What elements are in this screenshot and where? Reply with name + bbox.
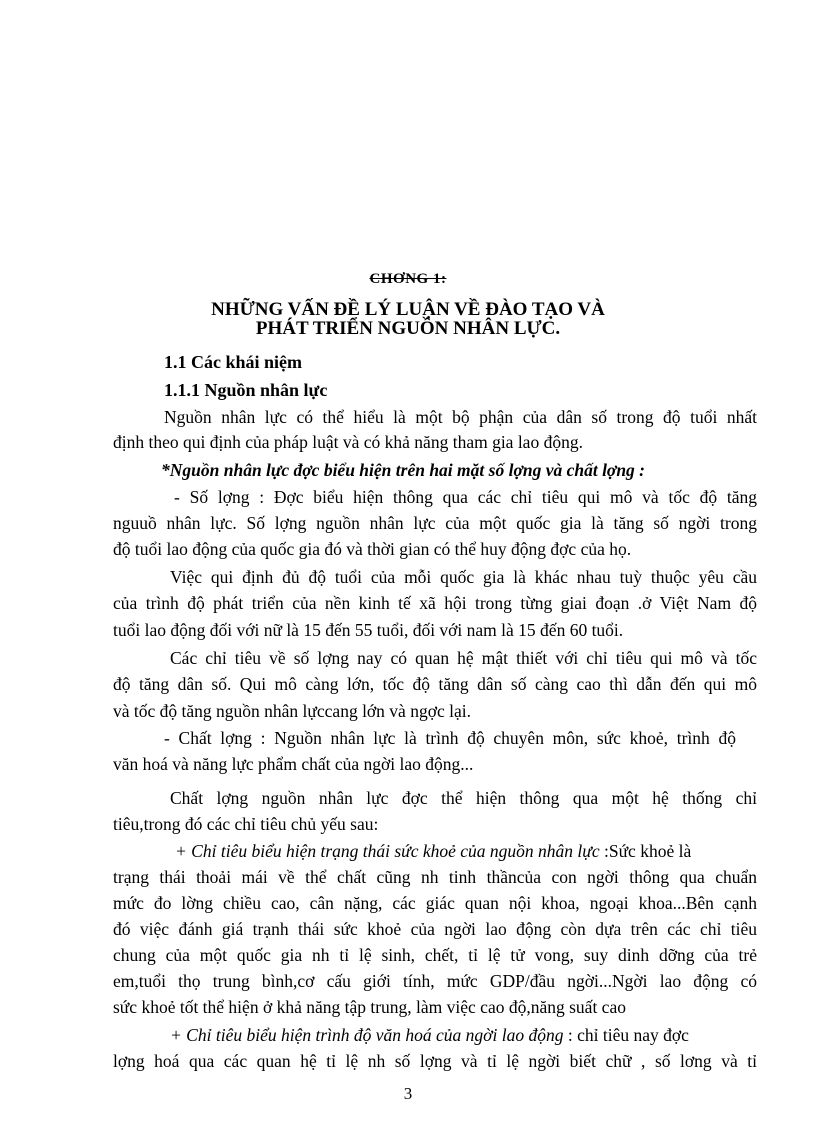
body-line: văn hoá và năng lực phẩm chất của ngời lao động... <box>113 754 474 774</box>
body-line: của trình độ phát triển của nền kinh tế xã hội trong từng giai đoạn .ở Việt Nam độ <box>113 593 757 613</box>
body-line: định theo qui định của pháp luật và có khả năng tham gia lao động. <box>113 432 583 452</box>
body-line: đó việc đánh giá trạnh thái sức khoẻ của ngời lao động còn dựa trên các chỉ tiêu <box>113 919 757 939</box>
body-line: Nguồn nhân lực có thể hiểu là một bộ phận của dân số trong độ tuổi nhất <box>164 407 757 427</box>
chapter-label: CHƠNG 1: <box>369 271 447 287</box>
body-fragment: :Sức khoẻ là <box>603 841 692 861</box>
body-line-with-italic <box>170 1025 763 1046</box>
title-line-2: PHÁT TRIỂN NGUỒN NHÂN LỰC. <box>255 318 561 339</box>
body-line: Chất lợng nguồn nhân lực đợc thể hiện thông qua một hệ thống chỉ <box>170 788 757 808</box>
body-line: độ tuổi lao động của quốc gia đó và thời gian có thể huy động đợc của họ. <box>113 539 632 559</box>
body-line: nguuồ nhân lực. Số lợng nguồn nhân lực của một quốc gia là tăng số ngời trong <box>113 513 757 533</box>
body-line: Các chỉ tiêu về số lợng nay có quan hệ mật thiết với chỉ tiêu qui mô và tốc <box>170 648 757 668</box>
body-line: Việc qui định đủ độ tuổi của mỗi quốc gia là khác nhau tuỳ thuộc yêu cầu <box>170 567 757 587</box>
page-number: 3 <box>403 1084 413 1103</box>
body-line: và tốc độ tăng nguồn nhân lựccang lớn và ngợc lại. <box>113 701 471 721</box>
body-line: trạng thái thoải mái về thể chất cũng nh tinh thầncủa con ngời thông qua chuẩn <box>113 867 757 887</box>
body-line: em,tuổi thọ trung bình,cơ cấu giới tính, mức GDP/đầu ngời...Ngời lao động có <box>113 971 757 991</box>
body-line: tiêu,trong đó các chỉ tiêu chủ yếu sau: <box>113 814 379 834</box>
body-line: chung của một quốc gia nh tỉ lệ sinh, chết, tỉ lệ tử vong, suy dinh dỡng của trẻ <box>113 945 757 965</box>
italic-phrase: + Chỉ tiêu biểu hiện trình độ văn hoá của ngời lao động <box>170 1025 564 1045</box>
title-line-1: NHỮNG VẤN ĐỀ LÝ LUẬN VỀ ĐÀO TẠO VÀ <box>211 299 605 320</box>
body-line: sức khoẻ tốt thể hiện ở khả năng tập trung, làm việc cao độ,năng suất cao <box>113 997 626 1017</box>
subsection-heading: 1.1.1 Nguồn nhân lực <box>164 380 328 400</box>
chapter-title <box>0 300 816 338</box>
body-fragment: : chỉ tiêu nay đợc <box>567 1025 689 1045</box>
body-line: - Số lợng : Đợc biểu hiện thông qua các chỉ tiêu qui mô và tốc độ tăng <box>174 487 757 507</box>
body-line: độ tăng dân số. Qui mô càng lớn, tốc độ tăng dân số càng cao thì dẫn đến qui mô <box>113 674 757 694</box>
italic-phrase: + Chỉ tiêu biểu hiện trạng thái sức khoẻ của nguồn nhân lực <box>175 841 600 861</box>
section-heading: 1.1 Các khái niệm <box>164 352 303 372</box>
body-line: tuổi lao động đối với nữ là 15 đến 55 tuổi, đối với nam là 15 đến 60 tuổi. <box>113 620 624 640</box>
body-line: lợng hoá qua các quan hệ tỉ lệ nh số lợng và tỉ lệ ngời biết chữ , số lơng và tỉ <box>113 1051 757 1071</box>
body-line: - Chất lợng : Nguồn nhân lực là trình độ chuyên môn, sức khoẻ, trình độ <box>164 728 736 748</box>
body-line-emphasis: *Nguồn nhân lực đợc biểu hiện trên hai mặt số lợng và chất lợng : <box>161 460 646 480</box>
body-line-with-italic <box>175 841 768 862</box>
body-line: mức đo lờng chiều cao, cân nặng, các giác quan nội khoa, ngoại khoa...Bên cạnh <box>113 893 757 913</box>
